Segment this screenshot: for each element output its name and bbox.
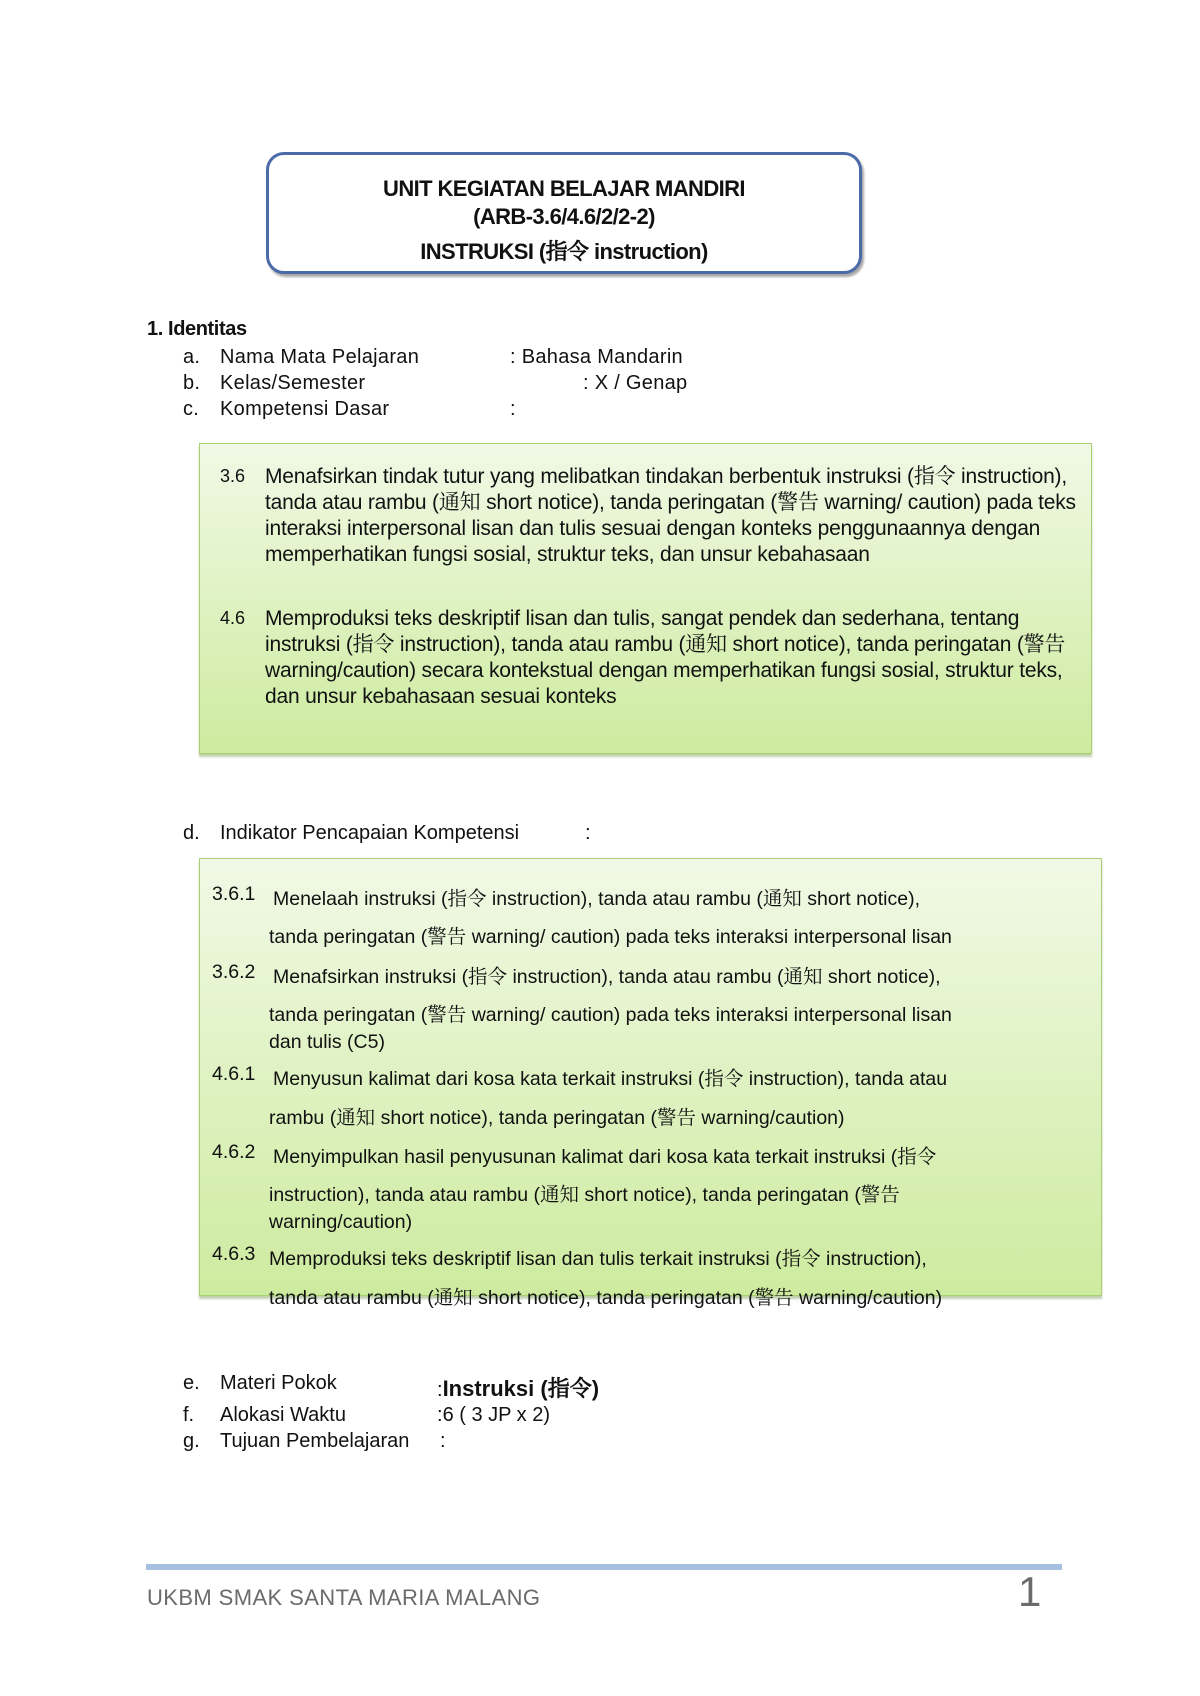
row-label: Kompetensi Dasar xyxy=(220,398,390,420)
row-letter: d. xyxy=(183,822,200,844)
identitas-heading: 1. Identitas xyxy=(147,318,247,340)
row-letter: f. xyxy=(183,1404,195,1426)
indikator-line: tanda peringatan (警告 warning/ caution) pada teks interaksi interpersonal lisan xyxy=(269,1004,952,1026)
indikator-number: 4.6.1 xyxy=(212,1063,256,1085)
indikator-line: Menelaah instruksi (指令 instruction), tanda atau rambu (通知 short notice), xyxy=(273,888,921,910)
row-letter: a. xyxy=(183,346,201,368)
indikator-box xyxy=(199,858,1102,1309)
row-label: Tujuan Pembelajaran xyxy=(220,1430,410,1452)
indikator-number: 4.6.3 xyxy=(212,1243,256,1265)
row-letter: c. xyxy=(183,398,200,420)
title-line-1: UNIT KEGIATAN BELAJAR MANDIRI xyxy=(383,176,745,201)
row-colon: : xyxy=(440,1430,446,1452)
row-colon: : xyxy=(437,1404,443,1426)
indikator-line: tanda peringatan (警告 warning/ caution) pada teks interaksi interpersonal lisan xyxy=(269,926,952,948)
indikator-line: warning/caution) xyxy=(269,1211,413,1233)
row-letter: g. xyxy=(183,1430,200,1452)
indikator-line: Menyimpulkan hasil penyusunan kalimat dari kosa kata terkait instruksi (指令 xyxy=(273,1146,937,1168)
row-label: Nama Mata Pelajaran xyxy=(220,346,420,368)
indikator-number: 3.6.2 xyxy=(212,961,256,983)
indikator-line: tanda atau rambu (通知 short notice), tanda peringatan (警告 warning/caution) xyxy=(269,1287,943,1309)
row-letter: b. xyxy=(183,372,201,394)
row-label: Alokasi Waktu xyxy=(220,1404,346,1426)
indikator-line: instruction), tanda atau rambu (通知 short notice), tanda peringatan (警告 xyxy=(269,1184,900,1206)
row-value: : Bahasa Mandarin xyxy=(510,346,683,368)
row-label: Materi Pokok xyxy=(220,1372,337,1394)
row-value: : xyxy=(585,822,591,844)
footer-divider xyxy=(146,1564,1062,1570)
indikator-line: Menyusun kalimat dari kosa kata terkait instruksi (指令 instruction), tanda atau xyxy=(273,1068,948,1090)
row-colon: : xyxy=(437,1379,443,1401)
row-value: : xyxy=(510,398,516,420)
title-line-2: (ARB-3.6/4.6/2/2-2) xyxy=(473,204,655,229)
row-value xyxy=(437,1372,599,1403)
indikator-line: Menafsirkan instruksi (指令 instruction), tanda atau rambu (通知 short notice), xyxy=(273,966,941,988)
title-line-3: INSTRUKSI (指令 instruction) xyxy=(420,239,708,264)
kompetensi-dasar-box xyxy=(199,443,1092,754)
kd-text: Memproduksi teks deskriptif lisan dan tulis, sangat pendek dan sederhana, tentang instruksi (指令 instruction), tanda atau rambu (通知 short notice), tanda peringatan (警告 warning/caution) secara kontekstual dengan memperhatikan fungsi sosial, struktur teks, dan unsur kebahasaan sesuai konteks xyxy=(265,607,1066,708)
indikator-number: 4.6.2 xyxy=(212,1141,256,1163)
alokasi-waktu-value: 6 ( 3 JP x 2) xyxy=(442,1404,551,1426)
row-label: Indikator Pencapaian Kompetensi xyxy=(220,822,520,844)
row-value: : X / Genap xyxy=(583,372,688,394)
indikator-line: rambu (通知 short notice), tanda peringatan (警告 warning/caution) xyxy=(269,1107,845,1129)
row-letter: e. xyxy=(183,1372,200,1394)
row-value xyxy=(440,1430,446,1453)
row-value xyxy=(437,1404,550,1427)
materi-pokok-value: Instruksi (指令) xyxy=(442,1376,600,1401)
indikator-line: Memproduksi teks deskriptif lisan dan tulis terkait instruksi (指令 instruction), xyxy=(269,1248,927,1270)
kd-number: 3.6 xyxy=(220,466,246,486)
footer-school-name: UKBM SMAK SANTA MARIA MALANG xyxy=(147,1585,541,1610)
title-box xyxy=(266,152,862,274)
indikator-number: 3.6.1 xyxy=(212,883,256,905)
row-label: Kelas/Semester xyxy=(220,372,366,394)
kd-text: Menafsirkan tindak tutur yang melibatkan tindakan berbentuk instruksi (指令 instruction), tanda atau rambu (通知 short notice), tanda peringatan (警告 warning/ caution) pada teks interaksi interpersonal lisan dan tulis sesuai dengan konteks penggunaannya dengan memperhatikan fungsi sosial, struktur teks, dan unsur kebahasaan xyxy=(265,465,1076,566)
indikator-row xyxy=(183,822,591,845)
kd-number: 4.6 xyxy=(220,608,246,628)
indikator-line: dan tulis (C5) xyxy=(269,1031,385,1053)
page-number: 1 xyxy=(1018,1568,1042,1615)
